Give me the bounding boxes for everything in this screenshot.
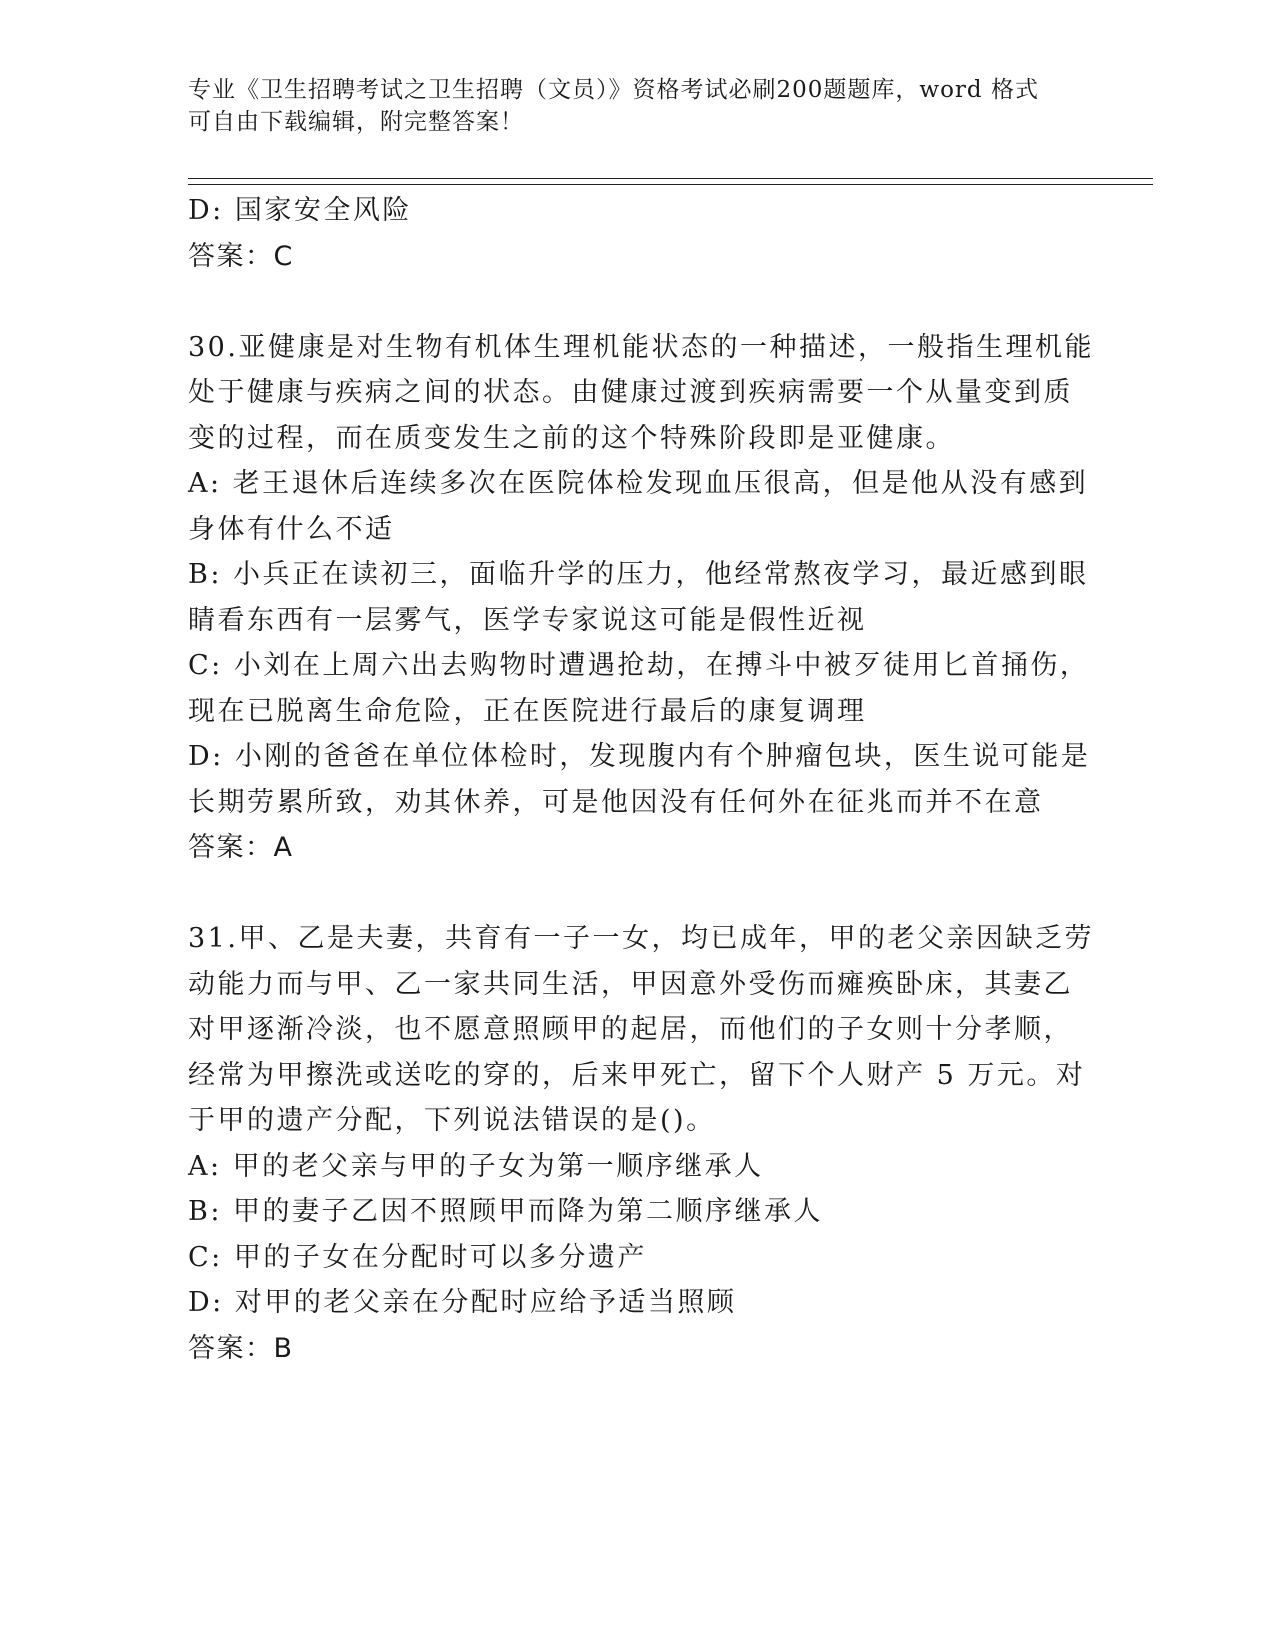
answer-line: 答案：C	[188, 240, 294, 272]
question-stem-line: 对甲逐渐冷淡，也不愿意照顾甲的起居，而他们的子女则十分孝顺，	[188, 1014, 1073, 1045]
question-31	[188, 916, 1128, 1371]
question-stem-line: 于甲的遗产分配，下列说法错误的是()。	[188, 1105, 716, 1136]
option-line: C: 甲的子女在分配时可以多分遗产	[188, 1241, 647, 1273]
spacer	[188, 871, 1128, 917]
prev-question-tail	[188, 188, 1128, 279]
document-body	[188, 188, 1128, 1371]
question-stem-line: 30.亚健康是对生物有机体生理机能状态的一种描述，一般指生理机能	[188, 331, 1094, 363]
question-stem-line: 31.甲、乙是夫妻，共育有一子一女，均已成年，甲的老父亲因缺乏劳	[188, 923, 1094, 954]
option-d: D: 国家安全风险	[188, 195, 412, 226]
question-stem-line: 动能力而与甲、乙一家共同生活，甲因意外受伤而瘫痪卧床，其妻乙	[188, 968, 1073, 1000]
question-stem-line: 变的过程，而在质变发生之前的这个特殊阶段即是亚健康。	[188, 422, 955, 454]
option-line: A: 老王退休后连续多次在医院体检发现血压很高，但是他从没有感到	[188, 468, 1089, 499]
option-line: 长期劳累所致，劝其休养，可是他因没有任何外在征兆而并不在意	[188, 786, 1044, 818]
question-stem-line: 经常为甲擦洗或送吃的穿的，后来甲死亡，留下个人财产 5 万元。对	[188, 1059, 1086, 1091]
header-line: 专业《卫生招聘考试之卫生招聘（文员）》资格考试必刷200题题库，word 格式	[188, 77, 1039, 103]
option-line: D: 小刚的爸爸在单位体检时，发现腹内有个肿瘤包块，医生说可能是	[188, 741, 1091, 772]
answer-line: 答案：A	[188, 832, 294, 863]
option-line: D: 对甲的老父亲在分配时应给予适当照顾	[188, 1287, 737, 1318]
header-line: 可自由下载编辑，附完整答案！	[188, 109, 524, 135]
header-divider-top	[188, 178, 1153, 179]
option-line: A: 甲的老父亲与甲的子女为第一顺序继承人	[188, 1150, 764, 1182]
option-line: C: 小刘在上周六出去购物时遭遇抢劫，在搏斗中被歹徒用匕首捅伤，	[188, 650, 1090, 681]
option-line: 睛看东西有一层雾气，医学专家说这可能是假性近视	[188, 604, 867, 636]
question-30	[188, 325, 1128, 871]
spacer	[188, 279, 1128, 325]
option-line: 现在已脱离生命危险，正在医院进行最后的康复调理	[188, 695, 867, 727]
question-stem-line: 处于健康与疾病之间的状态。由健康过渡到疾病需要一个从量变到质	[188, 377, 1073, 408]
option-line: B: 甲的妻子乙因不照顾甲而降为第二顺序继承人	[188, 1196, 824, 1227]
page-header	[188, 74, 1068, 138]
option-line: B: 小兵正在读初三，面临升学的压力，他经常熬夜学习，最近感到眼	[188, 559, 1089, 590]
answer-line: 答案：B	[188, 1332, 294, 1364]
option-line: 身体有什么不适	[188, 513, 395, 545]
header-divider-bottom	[188, 184, 1153, 185]
